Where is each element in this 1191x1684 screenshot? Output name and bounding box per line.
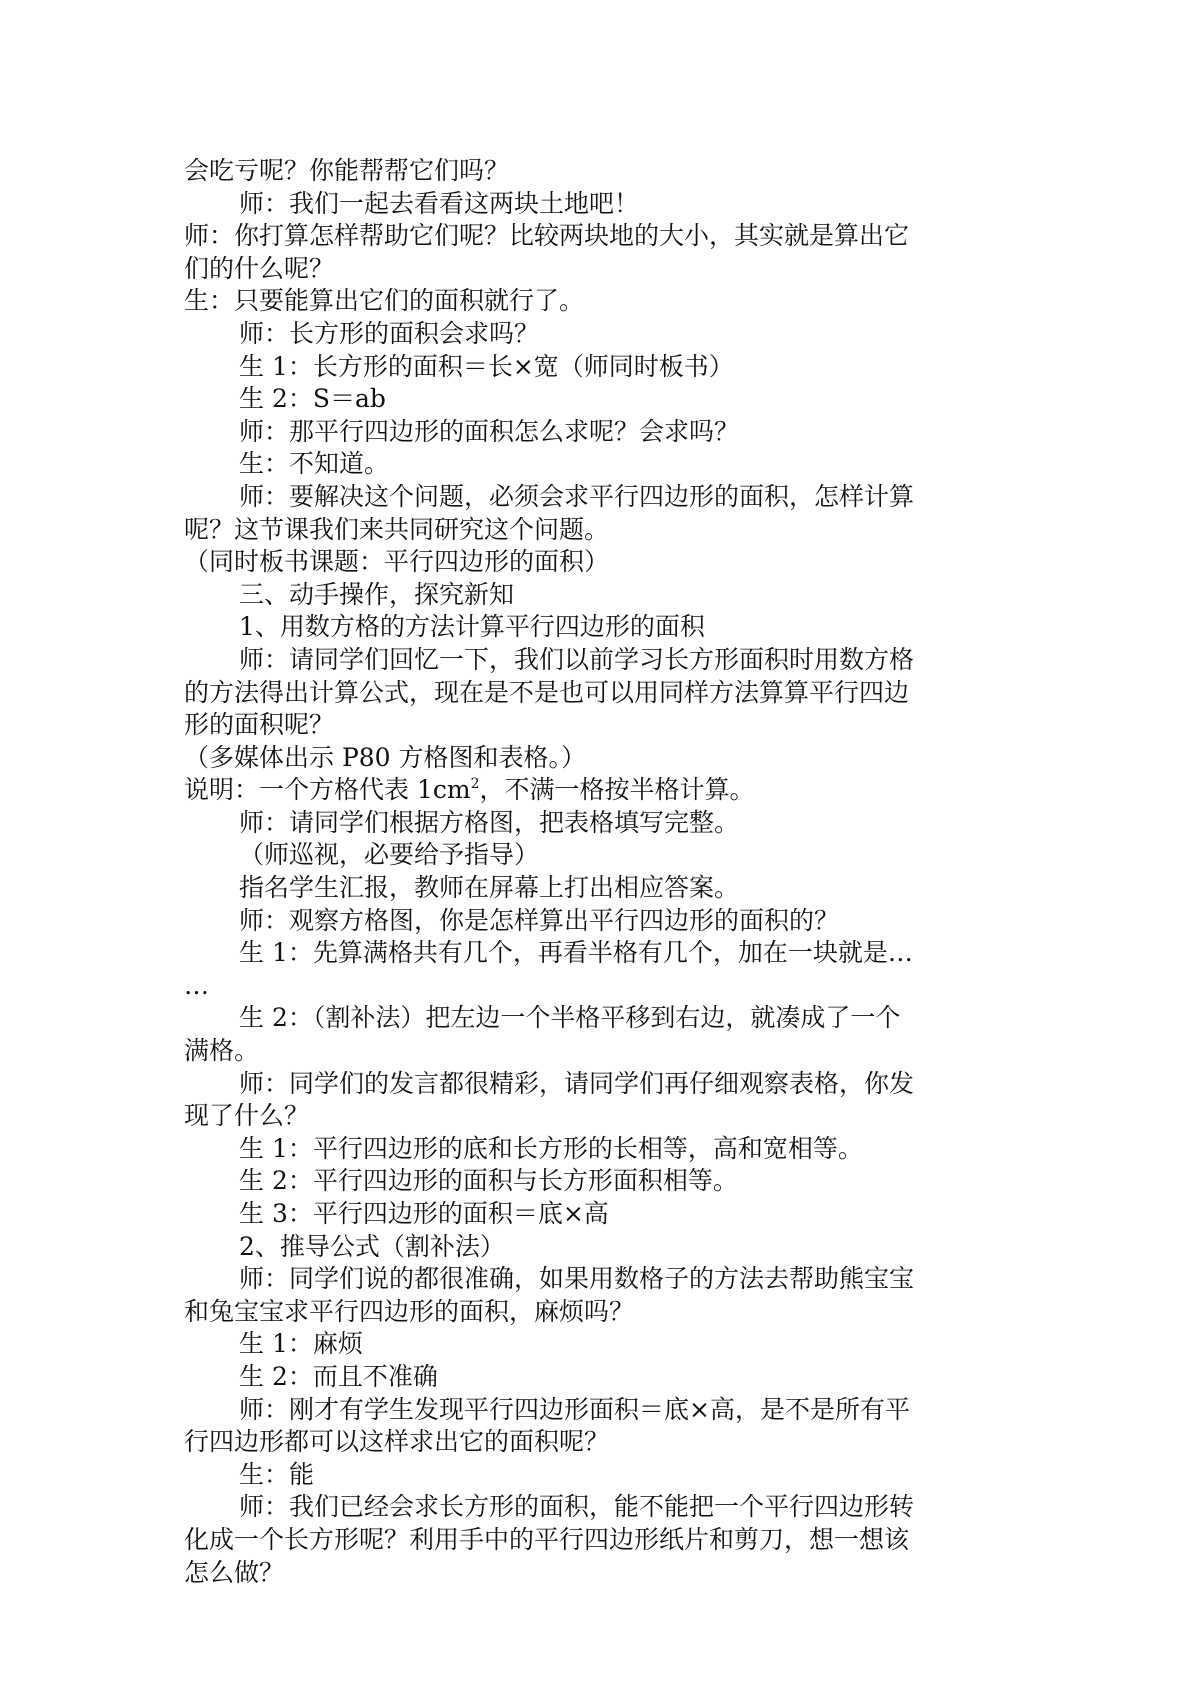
text-line: [184, 839, 1014, 872]
text-line: [184, 611, 1014, 644]
text-line: [184, 318, 1014, 351]
text-line-content: 师：你打算怎样帮助它们呢？比较两块地的大小，其实就是算出它: [184, 221, 910, 251]
text-line-content: 师：我们已经会求长方形的面积，能不能把一个平行四边形转: [239, 1492, 915, 1522]
text-line: [184, 905, 1014, 938]
text-line-content: 化成一个长方形呢？利用手中的平行四边形纸片和剪刀，想一想该: [184, 1524, 910, 1554]
text-line-content: 三、动手操作，探究新知: [239, 579, 515, 609]
text-line-content: …: [184, 970, 209, 1000]
text-line: [184, 579, 1014, 612]
text-line: [184, 351, 1014, 384]
lesson-text-body: [184, 155, 1014, 1589]
text-line-content: 师：刚才有学生发现平行四边形面积＝底×高，是不是所有平: [239, 1394, 910, 1424]
text-line-continuation: ，不满一格按半格计算。: [479, 775, 755, 805]
text-line: [184, 1165, 1014, 1198]
text-line: [184, 1459, 1014, 1492]
text-line-content: 生 2：平行四边形的面积与长方形面积相等。: [239, 1166, 738, 1196]
text-line: [184, 1296, 1014, 1329]
text-line: [184, 1524, 1014, 1557]
text-line-content: （同时板书课题：平行四边形的面积）: [184, 547, 610, 577]
text-line-content: 生 1：平行四边形的底和长方形的长相等，高和宽相等。: [239, 1133, 863, 1163]
text-line: [184, 188, 1014, 221]
text-line: [184, 1491, 1014, 1524]
text-line: [184, 1133, 1014, 1166]
text-line: [184, 448, 1014, 481]
text-line-content: 生：只要能算出它们的面积就行了。: [184, 286, 585, 316]
text-line-content: 生 3：平行四边形的面积＝底×高: [239, 1199, 609, 1228]
text-line: [184, 872, 1014, 905]
superscript: 2: [470, 776, 480, 793]
text-line: [184, 285, 1014, 318]
text-line-content: 说明：一个方格代表 1cm: [184, 775, 471, 805]
text-line: [184, 742, 1014, 775]
text-line: [184, 1002, 1014, 1035]
text-line: [184, 970, 1014, 1003]
text-line-content: 会吃亏呢？你能帮帮它们吗？: [184, 156, 510, 185]
text-line: [184, 1231, 1014, 1264]
text-line-content: 指名学生汇报，教师在屏幕上打出相应答案。: [239, 873, 740, 903]
text-line-content: 师：要解决这个问题，必须会求平行四边形的面积，怎样计算: [239, 481, 915, 511]
text-line-content: （师巡视，必要给予指导）: [239, 840, 540, 870]
text-line-content: 师：请同学们回忆一下，我们以前学习长方形面积时用数方格: [239, 644, 915, 674]
text-line-content: 师：我们一起去看看这两块土地吧！: [239, 188, 640, 218]
text-line-content: 生：不知道。: [239, 449, 390, 479]
text-line: [184, 220, 1014, 253]
text-line-content: （多媒体出示 P80 方格图和表格。）: [184, 742, 587, 772]
text-line: [184, 1394, 1014, 1427]
text-line-content: 现了什么？: [184, 1101, 310, 1131]
text-line: [184, 1557, 1014, 1590]
text-line-content: 师：同学们说的都很准确，如果用数格子的方法去帮助熊宝宝: [239, 1264, 915, 1294]
text-line-content: 的方法得出计算公式，现在是不是也可以用同样方法算算平行四边: [184, 677, 910, 707]
text-line: [184, 677, 1014, 710]
text-line: [184, 383, 1014, 416]
text-line: [184, 1426, 1014, 1459]
text-line-content: 形的面积呢？: [184, 710, 335, 740]
text-line-content: 1、用数方格的方法计算平行四边形的面积: [239, 612, 705, 642]
text-line-content: 生 2：S＝ab: [239, 384, 386, 414]
text-line: [184, 1068, 1014, 1101]
text-line: [184, 1100, 1014, 1133]
text-line: [184, 481, 1014, 514]
text-line: [184, 1328, 1014, 1361]
text-line: [184, 807, 1014, 840]
text-line: [184, 1263, 1014, 1296]
text-line-content: 生：能: [239, 1459, 315, 1489]
text-line-content: 满格。: [184, 1036, 260, 1066]
text-line-content: 行四边形都可以这样求出它的面积呢？: [184, 1427, 610, 1457]
text-line-content: 生 1：麻烦: [239, 1329, 363, 1359]
text-line-content: 2、推导公式（割补法）: [239, 1231, 505, 1261]
text-line: [184, 937, 1014, 970]
text-line: [184, 1361, 1014, 1394]
text-line-content: 师：同学们的发言都很精彩，请同学们再仔细观察表格，你发: [239, 1068, 915, 1098]
text-line: [184, 416, 1014, 449]
text-line-content: 呢？这节课我们来共同研究这个问题。: [184, 514, 610, 544]
text-line-content: 生 2：而且不准确: [239, 1361, 438, 1391]
text-line-content: 们的什么呢？: [184, 253, 335, 283]
text-line-content: 生 2：（割补法）把左边一个半格平移到右边，就凑成了一个: [239, 1003, 901, 1033]
text-line: [184, 546, 1014, 579]
text-line-content: 师：那平行四边形的面积怎么求呢？会求吗？: [239, 416, 740, 446]
text-line: [184, 709, 1014, 742]
text-line-content: 和兔宝宝求平行四边形的面积，麻烦吗？: [184, 1296, 635, 1326]
text-line: [184, 1198, 1014, 1231]
text-line: [184, 1035, 1014, 1068]
text-line: [184, 514, 1014, 547]
text-line: [184, 774, 1014, 807]
text-line: [184, 253, 1014, 286]
text-line-content: 生 1：长方形的面积＝长×宽（师同时板书）: [239, 351, 734, 381]
text-line-content: 生 1：先算满格共有几个，再看半格有几个，加在一块就是…: [239, 938, 913, 968]
text-line-content: 怎么做？: [184, 1557, 285, 1587]
text-line: [184, 644, 1014, 677]
text-line: [184, 155, 1014, 188]
text-line-content: 师：观察方格图，你是怎样算出平行四边形的面积的？: [239, 905, 840, 935]
text-line-content: 师：长方形的面积会求吗？: [239, 318, 540, 348]
text-line-content: 师：请同学们根据方格图，把表格填写完整。: [239, 807, 740, 837]
